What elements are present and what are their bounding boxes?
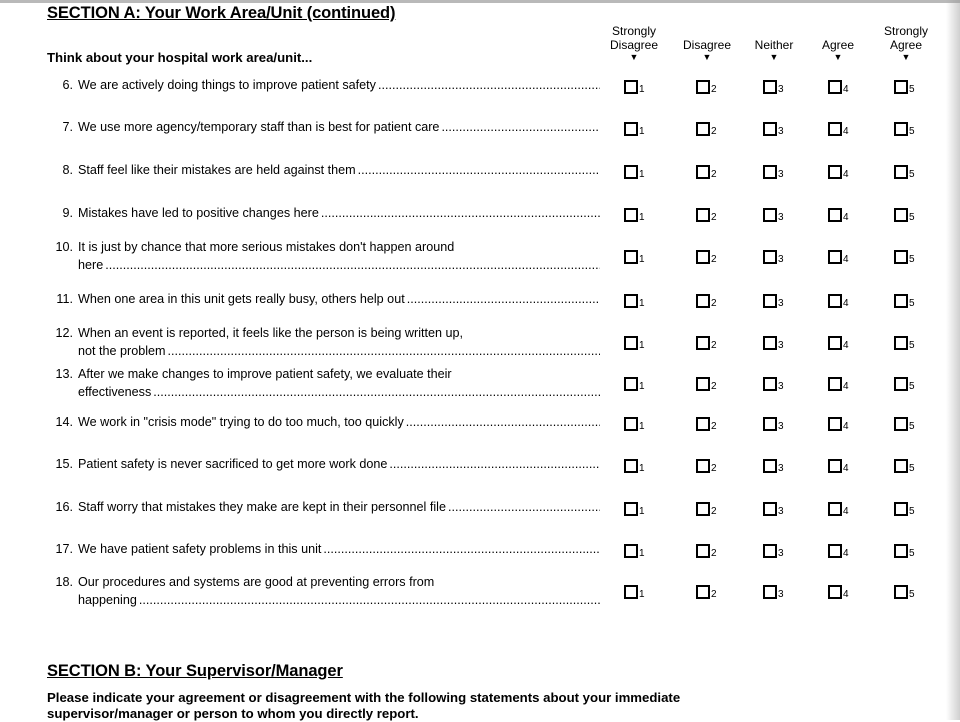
- response-option-1[interactable]: [624, 294, 650, 310]
- option-number: 2: [711, 381, 717, 392]
- question-statement: Our procedures and systems are good at preventing errors from: [78, 575, 435, 589]
- dot-leader: [376, 77, 600, 95]
- dot-leader: [103, 257, 600, 275]
- response-option-4[interactable]: [828, 165, 854, 181]
- checkbox[interactable]: [696, 336, 710, 350]
- question-text: [40, 414, 600, 432]
- checkbox[interactable]: [894, 377, 908, 391]
- checkbox[interactable]: [763, 417, 777, 431]
- response-option-1[interactable]: [624, 544, 650, 560]
- down-arrow-icon: ▼: [901, 52, 911, 62]
- checkbox[interactable]: [894, 585, 908, 599]
- question-number: 18.: [55, 575, 73, 589]
- question-line: [40, 456, 600, 474]
- dot-leader: [356, 162, 600, 180]
- question-statement: Mistakes have led to positive changes here: [78, 206, 319, 220]
- question-statement: Staff feel like their mistakes are held against them: [78, 163, 356, 177]
- checkbox[interactable]: [828, 377, 842, 391]
- option-number: 2: [711, 340, 717, 351]
- response-option-3[interactable]: [763, 250, 789, 266]
- option-number: 5: [909, 212, 915, 223]
- response-option-2[interactable]: [696, 294, 722, 310]
- option-number: 1: [639, 589, 645, 600]
- option-number: 4: [843, 548, 849, 559]
- option-number: 2: [711, 589, 717, 600]
- down-arrow-icon: ▼: [629, 52, 639, 62]
- response-option-1[interactable]: [624, 250, 650, 266]
- option-number: 1: [639, 298, 645, 309]
- checkbox[interactable]: [763, 165, 777, 179]
- checkbox[interactable]: [696, 502, 710, 516]
- section-b-intro-line-1: Please indicate your agreement or disagreement with the following statements about your immediate: [47, 690, 681, 705]
- option-number: 2: [711, 169, 717, 180]
- option-number: 5: [909, 298, 915, 309]
- response-option-2[interactable]: [696, 417, 722, 433]
- dot-leader: [387, 456, 600, 474]
- question-statement: When one area in this unit gets really busy, others help out: [78, 292, 405, 306]
- question-line: [40, 325, 600, 343]
- response-option-2[interactable]: [696, 250, 722, 266]
- checkbox[interactable]: [894, 417, 908, 431]
- question-line: [40, 384, 600, 402]
- option-number: 4: [843, 169, 849, 180]
- response-option-2[interactable]: [696, 544, 722, 560]
- question-text: [40, 541, 600, 559]
- question-number: 7.: [62, 120, 73, 134]
- response-option-1[interactable]: [624, 336, 650, 352]
- option-number: 5: [909, 340, 915, 351]
- option-number: 2: [711, 506, 717, 517]
- option-number: 4: [843, 421, 849, 432]
- checkbox[interactable]: [828, 165, 842, 179]
- response-option-3[interactable]: [763, 80, 789, 96]
- response-option-3[interactable]: [763, 544, 789, 560]
- checkbox[interactable]: [894, 459, 908, 473]
- response-option-4[interactable]: [828, 417, 854, 433]
- column-header-strongly-agree: [866, 24, 946, 62]
- column-label-line-1: Strongly: [883, 24, 929, 38]
- response-option-2[interactable]: [696, 377, 722, 393]
- response-option-2[interactable]: [696, 459, 722, 475]
- column-label-line-2: Neither: [754, 38, 794, 52]
- checkbox[interactable]: [894, 544, 908, 558]
- question-text: [40, 366, 600, 401]
- column-label-line-2: Disagree: [609, 38, 659, 52]
- checkbox[interactable]: [828, 208, 842, 222]
- question-statement: We work in "crisis mode" trying to do too much, too quickly: [78, 415, 404, 429]
- option-number: 3: [778, 421, 784, 432]
- dot-leader: [446, 499, 600, 517]
- checkbox[interactable]: [894, 502, 908, 516]
- dot-leader: [321, 541, 600, 559]
- option-number: 2: [711, 84, 717, 95]
- checkbox[interactable]: [828, 122, 842, 136]
- option-number: 2: [711, 463, 717, 474]
- response-option-5[interactable]: [894, 250, 920, 266]
- response-option-5[interactable]: [894, 459, 920, 475]
- option-number: 4: [843, 381, 849, 392]
- option-number: 1: [639, 212, 645, 223]
- option-number: 5: [909, 589, 915, 600]
- dot-leader: [405, 291, 600, 309]
- checkbox[interactable]: [624, 208, 638, 222]
- option-number: 3: [778, 381, 784, 392]
- response-option-3[interactable]: [763, 294, 789, 310]
- question-text: [40, 574, 600, 609]
- option-number: 3: [778, 548, 784, 559]
- response-option-1[interactable]: [624, 417, 650, 433]
- response-option-4[interactable]: [828, 250, 854, 266]
- option-number: 5: [909, 421, 915, 432]
- section-b-intro-line-2: supervisor/manager or person to whom you directly report.: [47, 706, 419, 721]
- option-number: 5: [909, 381, 915, 392]
- checkbox[interactable]: [894, 250, 908, 264]
- option-number: 5: [909, 254, 915, 265]
- question-text: [40, 325, 600, 360]
- question-text: [40, 119, 600, 137]
- question-line: [40, 205, 600, 223]
- checkbox[interactable]: [894, 122, 908, 136]
- column-label-line-2: Agree: [889, 38, 923, 52]
- option-number: 1: [639, 84, 645, 95]
- checkbox[interactable]: [624, 459, 638, 473]
- option-number: 3: [778, 506, 784, 517]
- response-option-3[interactable]: [763, 585, 789, 601]
- question-text: [40, 499, 600, 517]
- checkbox[interactable]: [763, 250, 777, 264]
- question-number: 14.: [55, 415, 73, 429]
- option-number: 3: [778, 254, 784, 265]
- checkbox[interactable]: [624, 336, 638, 350]
- checkbox[interactable]: [894, 336, 908, 350]
- response-option-3[interactable]: [763, 208, 789, 224]
- checkbox[interactable]: [828, 80, 842, 94]
- question-number: 15.: [55, 457, 73, 471]
- option-number: 3: [778, 169, 784, 180]
- down-arrow-icon: ▼: [833, 52, 843, 62]
- response-option-5[interactable]: [894, 336, 920, 352]
- response-option-5[interactable]: [894, 377, 920, 393]
- question-line: [40, 257, 600, 275]
- question-line: [40, 574, 600, 592]
- option-number: 4: [843, 589, 849, 600]
- option-number: 5: [909, 548, 915, 559]
- response-option-4[interactable]: [828, 502, 854, 518]
- question-text: [40, 205, 600, 223]
- response-option-5[interactable]: [894, 80, 920, 96]
- checkbox[interactable]: [696, 165, 710, 179]
- response-option-3[interactable]: [763, 122, 789, 138]
- checkbox[interactable]: [696, 585, 710, 599]
- checkbox[interactable]: [763, 336, 777, 350]
- checkbox[interactable]: [828, 459, 842, 473]
- section-b-title: SECTION B: Your Supervisor/Manager: [47, 662, 343, 680]
- response-option-4[interactable]: [828, 585, 854, 601]
- question-statement: Patient safety is never sacrificed to get more work done: [78, 457, 388, 471]
- question-line: [40, 414, 600, 432]
- down-arrow-icon: ▼: [702, 52, 712, 62]
- response-option-5[interactable]: [894, 208, 920, 224]
- checkbox[interactable]: [828, 250, 842, 264]
- option-number: 4: [843, 463, 849, 474]
- question-statement-continued: not the problem: [78, 343, 166, 358]
- option-number: 1: [639, 506, 645, 517]
- option-number: 4: [843, 340, 849, 351]
- response-option-1[interactable]: [624, 165, 650, 181]
- question-line: [40, 592, 600, 610]
- response-option-3[interactable]: [763, 459, 789, 475]
- question-number: 16.: [55, 500, 73, 514]
- option-number: 1: [639, 463, 645, 474]
- response-option-1[interactable]: [624, 80, 650, 96]
- option-number: 1: [639, 548, 645, 559]
- response-option-4[interactable]: [828, 544, 854, 560]
- checkbox[interactable]: [696, 250, 710, 264]
- question-text: [40, 162, 600, 180]
- response-option-5[interactable]: [894, 417, 920, 433]
- dot-leader: [404, 414, 600, 432]
- column-header-strongly-disagree: [594, 24, 674, 62]
- checkbox[interactable]: [696, 544, 710, 558]
- question-statement: It is just by chance that more serious mistakes don't happen around: [78, 240, 455, 254]
- response-option-4[interactable]: [828, 377, 854, 393]
- checkbox[interactable]: [828, 502, 842, 516]
- response-option-5[interactable]: [894, 294, 920, 310]
- option-number: 5: [909, 506, 915, 517]
- question-line: [40, 162, 600, 180]
- response-option-5[interactable]: [894, 165, 920, 181]
- option-number: 4: [843, 506, 849, 517]
- dot-leader: [137, 592, 600, 610]
- option-number: 2: [711, 212, 717, 223]
- question-statement-continued: here: [78, 257, 104, 272]
- checkbox[interactable]: [624, 294, 638, 308]
- option-number: 4: [843, 254, 849, 265]
- response-option-2[interactable]: [696, 80, 722, 96]
- checkbox[interactable]: [828, 544, 842, 558]
- question-number: 13.: [55, 367, 73, 381]
- question-number: 11.: [56, 292, 73, 306]
- question-line: [40, 239, 600, 257]
- response-option-4[interactable]: [828, 208, 854, 224]
- response-option-2[interactable]: [696, 208, 722, 224]
- option-number: 4: [843, 298, 849, 309]
- option-number: 3: [778, 84, 784, 95]
- question-statement-continued: happening: [78, 592, 137, 607]
- question-line: [40, 499, 600, 517]
- column-label-line-2: Agree: [821, 38, 855, 52]
- checkbox[interactable]: [696, 294, 710, 308]
- option-number: 1: [639, 169, 645, 180]
- response-option-4[interactable]: [828, 336, 854, 352]
- top-border: [0, 0, 960, 3]
- question-text: [40, 456, 600, 474]
- checkbox[interactable]: [624, 377, 638, 391]
- option-number: 2: [711, 421, 717, 432]
- response-option-1[interactable]: [624, 459, 650, 475]
- response-option-1[interactable]: [624, 502, 650, 518]
- option-number: 3: [778, 340, 784, 351]
- response-option-3[interactable]: [763, 336, 789, 352]
- checkbox[interactable]: [696, 122, 710, 136]
- section-a-title: SECTION A: Your Work Area/Unit (continued): [47, 4, 396, 22]
- question-statement: Staff worry that mistakes they make are kept in their personnel file: [78, 500, 446, 514]
- option-number: 5: [909, 169, 915, 180]
- checkbox[interactable]: [763, 294, 777, 308]
- checkbox[interactable]: [828, 585, 842, 599]
- column-label-strongly-disagree: [594, 24, 674, 52]
- dot-leader: [151, 384, 600, 402]
- checkbox[interactable]: [624, 544, 638, 558]
- option-number: 2: [711, 548, 717, 559]
- checkbox[interactable]: [763, 122, 777, 136]
- checkbox[interactable]: [624, 250, 638, 264]
- question-statement: We have patient safety problems in this unit: [78, 542, 322, 556]
- question-statement: After we make changes to improve patient safety, we evaluate their: [78, 367, 452, 381]
- question-number: 9.: [62, 206, 73, 220]
- question-statement: We use more agency/temporary staff than is best for patient care: [78, 120, 440, 134]
- checkbox[interactable]: [624, 585, 638, 599]
- checkbox[interactable]: [894, 208, 908, 222]
- option-number: 3: [778, 463, 784, 474]
- checkbox[interactable]: [696, 377, 710, 391]
- checkbox[interactable]: [763, 502, 777, 516]
- question-statement-continued: effectiveness: [78, 384, 152, 399]
- checkbox[interactable]: [763, 459, 777, 473]
- response-option-3[interactable]: [763, 165, 789, 181]
- question-line: [40, 119, 600, 137]
- checkbox[interactable]: [624, 417, 638, 431]
- option-number: 1: [639, 254, 645, 265]
- column-label-line-2: Disagree: [682, 38, 732, 52]
- response-option-4[interactable]: [828, 122, 854, 138]
- response-option-2[interactable]: [696, 336, 722, 352]
- option-number: 1: [639, 421, 645, 432]
- response-option-1[interactable]: [624, 208, 650, 224]
- checkbox[interactable]: [624, 165, 638, 179]
- checkbox[interactable]: [624, 122, 638, 136]
- question-text: [40, 77, 600, 95]
- checkbox[interactable]: [696, 208, 710, 222]
- question-number: 10.: [55, 240, 73, 254]
- dot-leader: [319, 205, 600, 223]
- question-line: [40, 291, 600, 309]
- question-line: [40, 541, 600, 559]
- option-number: 1: [639, 126, 645, 137]
- checkbox[interactable]: [894, 80, 908, 94]
- checkbox[interactable]: [696, 80, 710, 94]
- response-option-3[interactable]: [763, 377, 789, 393]
- section-a-prompt: Think about your hospital work area/unit...: [47, 50, 313, 65]
- option-number: 5: [909, 84, 915, 95]
- checkbox[interactable]: [763, 544, 777, 558]
- response-option-2[interactable]: [696, 165, 722, 181]
- question-number: 8.: [62, 163, 73, 177]
- checkbox[interactable]: [624, 80, 638, 94]
- checkbox[interactable]: [828, 336, 842, 350]
- response-option-5[interactable]: [894, 544, 920, 560]
- checkbox[interactable]: [894, 294, 908, 308]
- checkbox[interactable]: [828, 294, 842, 308]
- checkbox[interactable]: [763, 208, 777, 222]
- option-number: 3: [778, 212, 784, 223]
- question-number: 17.: [55, 542, 73, 556]
- question-text: [40, 239, 600, 274]
- response-option-1[interactable]: [624, 377, 650, 393]
- checkbox[interactable]: [763, 80, 777, 94]
- response-option-5[interactable]: [894, 585, 920, 601]
- response-option-2[interactable]: [696, 122, 722, 138]
- question-line: [40, 366, 600, 384]
- option-number: 4: [843, 126, 849, 137]
- option-number: 1: [639, 381, 645, 392]
- section-b-intro: [47, 690, 680, 722]
- question-statement: We are actively doing things to improve patient safety: [78, 78, 376, 92]
- column-label-strongly-agree: [866, 24, 946, 52]
- response-option-4[interactable]: [828, 459, 854, 475]
- option-number: 2: [711, 126, 717, 137]
- response-option-1[interactable]: [624, 585, 650, 601]
- response-option-3[interactable]: [763, 417, 789, 433]
- response-option-2[interactable]: [696, 585, 722, 601]
- column-label-line-1: Strongly: [611, 24, 657, 38]
- option-number: 2: [711, 298, 717, 309]
- option-number: 2: [711, 254, 717, 265]
- dot-leader: [166, 343, 600, 361]
- question-number: 6.: [62, 78, 73, 92]
- response-option-5[interactable]: [894, 122, 920, 138]
- question-line: [40, 77, 600, 95]
- option-number: 4: [843, 212, 849, 223]
- question-number: 12.: [55, 326, 73, 340]
- checkbox[interactable]: [696, 459, 710, 473]
- response-option-3[interactable]: [763, 502, 789, 518]
- option-number: 3: [778, 298, 784, 309]
- checkbox[interactable]: [763, 377, 777, 391]
- response-option-4[interactable]: [828, 80, 854, 96]
- option-number: 3: [778, 589, 784, 600]
- response-option-1[interactable]: [624, 122, 650, 138]
- page-shadow: [946, 0, 960, 720]
- option-number: 5: [909, 126, 915, 137]
- option-number: 4: [843, 84, 849, 95]
- response-option-2[interactable]: [696, 502, 722, 518]
- response-option-4[interactable]: [828, 294, 854, 310]
- checkbox[interactable]: [894, 165, 908, 179]
- option-number: 1: [639, 340, 645, 351]
- down-arrow-icon: ▼: [769, 52, 779, 62]
- option-number: 3: [778, 126, 784, 137]
- response-option-5[interactable]: [894, 502, 920, 518]
- option-number: 5: [909, 463, 915, 474]
- dot-leader: [439, 119, 600, 137]
- question-line: [40, 343, 600, 361]
- checkbox[interactable]: [828, 417, 842, 431]
- question-statement: When an event is reported, it feels like the person is being written up,: [78, 326, 464, 340]
- checkbox[interactable]: [763, 585, 777, 599]
- checkbox[interactable]: [624, 502, 638, 516]
- checkbox[interactable]: [696, 417, 710, 431]
- question-text: [40, 291, 600, 309]
